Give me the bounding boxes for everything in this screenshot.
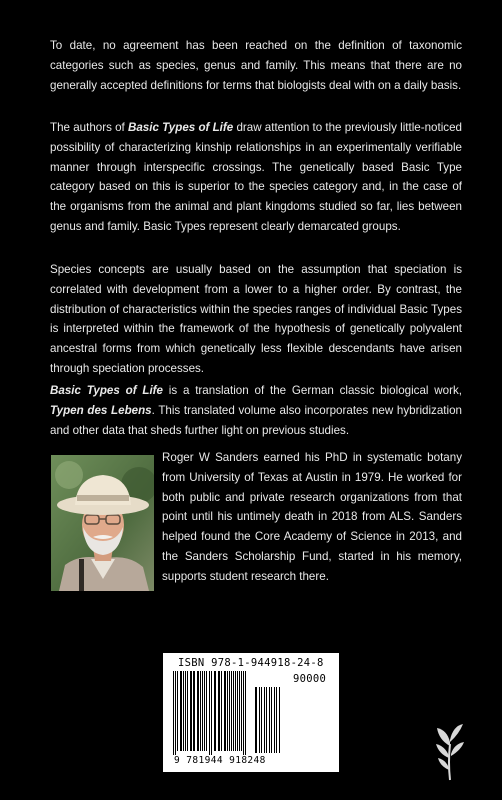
barcode-bar <box>279 687 280 753</box>
barcode-bar <box>271 687 272 753</box>
barcode-bar <box>202 671 203 751</box>
barcode-bar <box>274 687 275 753</box>
paragraph-text: To date, no agreement has been reached on the definition of taxonomic categories such as species, genus and family. This means that there are no generally accepted definitions for terms that biologists deal with on a daily basis. <box>50 39 462 92</box>
paragraph-text: The authors of <box>50 121 128 134</box>
barcode-bar <box>276 687 277 753</box>
barcode-bar <box>229 671 230 751</box>
barcode-digits: 9 781944 918248 <box>174 755 266 766</box>
barcode-bar <box>231 671 232 751</box>
barcode-bar <box>206 671 207 751</box>
description-paragraph-2 <box>50 118 462 237</box>
barcode-bar <box>209 671 210 755</box>
german-title-emphasis: Typen des Lebens <box>50 403 152 417</box>
paragraph-text: Species concepts are usually based on the assumption that speciation is correlated with development from a lower to a higher order. By contrast, the distribution of characteristics within the species ranges of individual Basic Types is interpreted within the framework of the hypothesis of genetically polyvalent ancestral forms from which genetically less flexible descendants have arisen through speciation processes. <box>50 263 462 375</box>
barcode-bar <box>193 671 195 751</box>
barcode-bar <box>187 671 188 751</box>
barcode-bar <box>261 687 262 753</box>
paragraph-text: is a translation of the German classic biological work, <box>162 384 463 397</box>
barcode-bar <box>239 671 240 751</box>
barcode-bar <box>173 671 174 755</box>
barcode-bar <box>227 671 228 751</box>
barcode-bar <box>241 671 242 751</box>
barcode-bar <box>183 671 184 751</box>
leaf-figure-icon <box>433 722 467 782</box>
barcode-bar <box>177 671 178 751</box>
paragraph-text: draw attention to the previously little-noticed possibility of characterizing kinship relationships in an experimentally verifiable manner through interspecific crossings. The genetically based Basic Type category based on this is superior to the species category and, in the case of the organisms from the animal and plant kingdoms studied so far, lies between genus and family. Basic Types represent clearly demarcated groups. <box>50 121 462 233</box>
barcode-bar <box>221 671 222 751</box>
barcode-bar <box>245 671 246 755</box>
barcode-bar <box>218 671 220 751</box>
barcode-bar <box>180 671 182 751</box>
barcode-bar <box>237 671 238 751</box>
barcode-bar <box>255 687 257 753</box>
barcode-bar <box>243 671 244 755</box>
barcode-bar <box>269 687 270 753</box>
barcode-bar <box>259 687 260 753</box>
barcode-bar <box>233 671 234 751</box>
barcode-bar <box>175 671 176 755</box>
author-portrait-photo <box>51 455 154 591</box>
book-title-emphasis: Basic Types of Life <box>50 384 163 397</box>
barcode-bar <box>214 671 216 751</box>
author-bio: Roger W Sanders earned his PhD in systematic botany from University of Texas at Austin in 1979. He worked for both public and private research organizations from that point until his untimely death in 2018 from ALS. Sanders helped found the Core Academy of Science in 2013, and the Sanders Scholarship Fund, started in his memory, supports student research there. <box>162 451 462 583</box>
barcode-bar <box>235 671 236 751</box>
barcode-bar <box>211 671 212 755</box>
description-paragraph-1 <box>50 36 462 95</box>
barcode-bar <box>266 687 267 753</box>
barcode-bar <box>264 687 265 753</box>
barcode-bar <box>190 671 192 751</box>
isbn-barcode <box>163 653 339 772</box>
isbn-label: ISBN 978-1-944918-24-8 <box>178 657 324 669</box>
book-title-emphasis: Basic Types of Life <box>127 121 234 134</box>
paragraph-text: . This translated volume also incorporates new hybridization and other data that sheds further light on previous studies. <box>50 403 462 437</box>
description-paragraph-4 <box>50 381 462 440</box>
barcode-bar <box>200 671 201 751</box>
description-paragraph-3 <box>50 260 462 379</box>
barcode-bar <box>185 671 186 751</box>
barcode-bar <box>224 671 226 751</box>
price-code-label: 90000 <box>293 673 327 685</box>
barcode-bar <box>204 671 205 751</box>
barcode-bar <box>197 671 199 751</box>
